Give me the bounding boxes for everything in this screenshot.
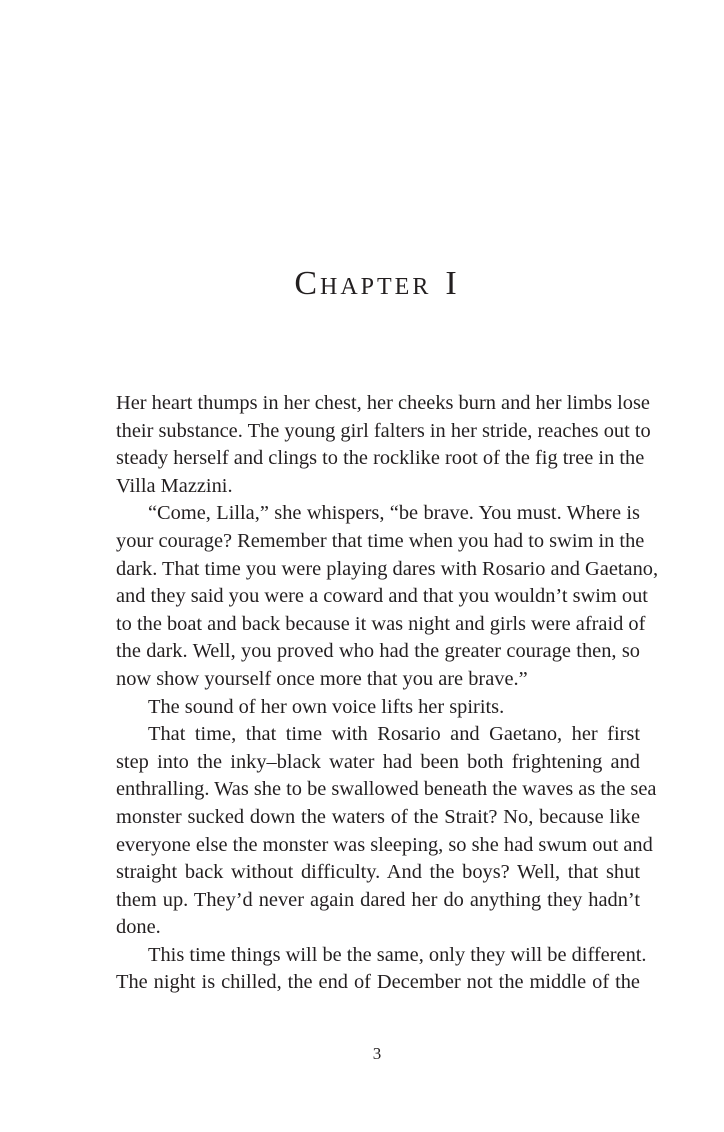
- text-line: step into the inky–black water had been both frightening and: [116, 750, 640, 773]
- text-line: dark. That time you were playing dares with Rosario and Gaetano,: [116, 557, 659, 580]
- text-line: Her heart thumps in her chest, her cheeks burn and her limbs lose: [116, 392, 650, 414]
- text-line: The sound of her own voice lifts her spirits.: [148, 695, 505, 718]
- text-line: now show yourself once more that you are brave.”: [116, 667, 528, 690]
- chapter-heading: [0, 262, 724, 306]
- text-line: That time, that time with Rosario and Gaetano, her first: [148, 723, 640, 746]
- text-line: The night is chilled, the end of December not the middle of the: [116, 971, 640, 994]
- page-number: 3: [372, 1044, 382, 1063]
- body-text: [116, 390, 659, 997]
- text-line: your courage? Remember that time when you had to swim in the: [116, 529, 645, 552]
- chapter-word: Chapter: [294, 265, 432, 302]
- text-line: the dark. Well, you proved who had the greater courage then, so: [116, 640, 640, 663]
- text-line: and they said you were a coward and that you wouldn’t swim out: [116, 585, 648, 608]
- text-line: steady herself and clings to the rocklike root of the fig tree in the: [116, 447, 645, 470]
- text-line: straight back without difficulty. And the boys? Well, that shut: [116, 861, 640, 884]
- text-line: This time things will be the same, only they will be different.: [148, 943, 647, 966]
- text-line: to the boat and back because it was night and girls were afraid of: [116, 612, 646, 635]
- text-line: enthralling. Was she to be swallowed beneath the waves as the sea: [116, 778, 657, 801]
- chapter-number: I: [445, 265, 460, 302]
- text-line: Villa Mazzini.: [116, 474, 233, 497]
- text-line: their substance. The young girl falters in her stride, reaches out to: [116, 419, 651, 442]
- text-line: them up. They’d never again dared her do anything they hadn’t: [116, 888, 640, 911]
- text-line: monster sucked down the waters of the Strait? No, because like: [116, 805, 640, 828]
- text-line: everyone else the monster was sleeping, so she had swum out and: [116, 833, 653, 856]
- text-line: “Come, Lilla,” she whispers, “be brave. You must. Where is: [148, 502, 640, 525]
- text-line: done.: [116, 916, 161, 939]
